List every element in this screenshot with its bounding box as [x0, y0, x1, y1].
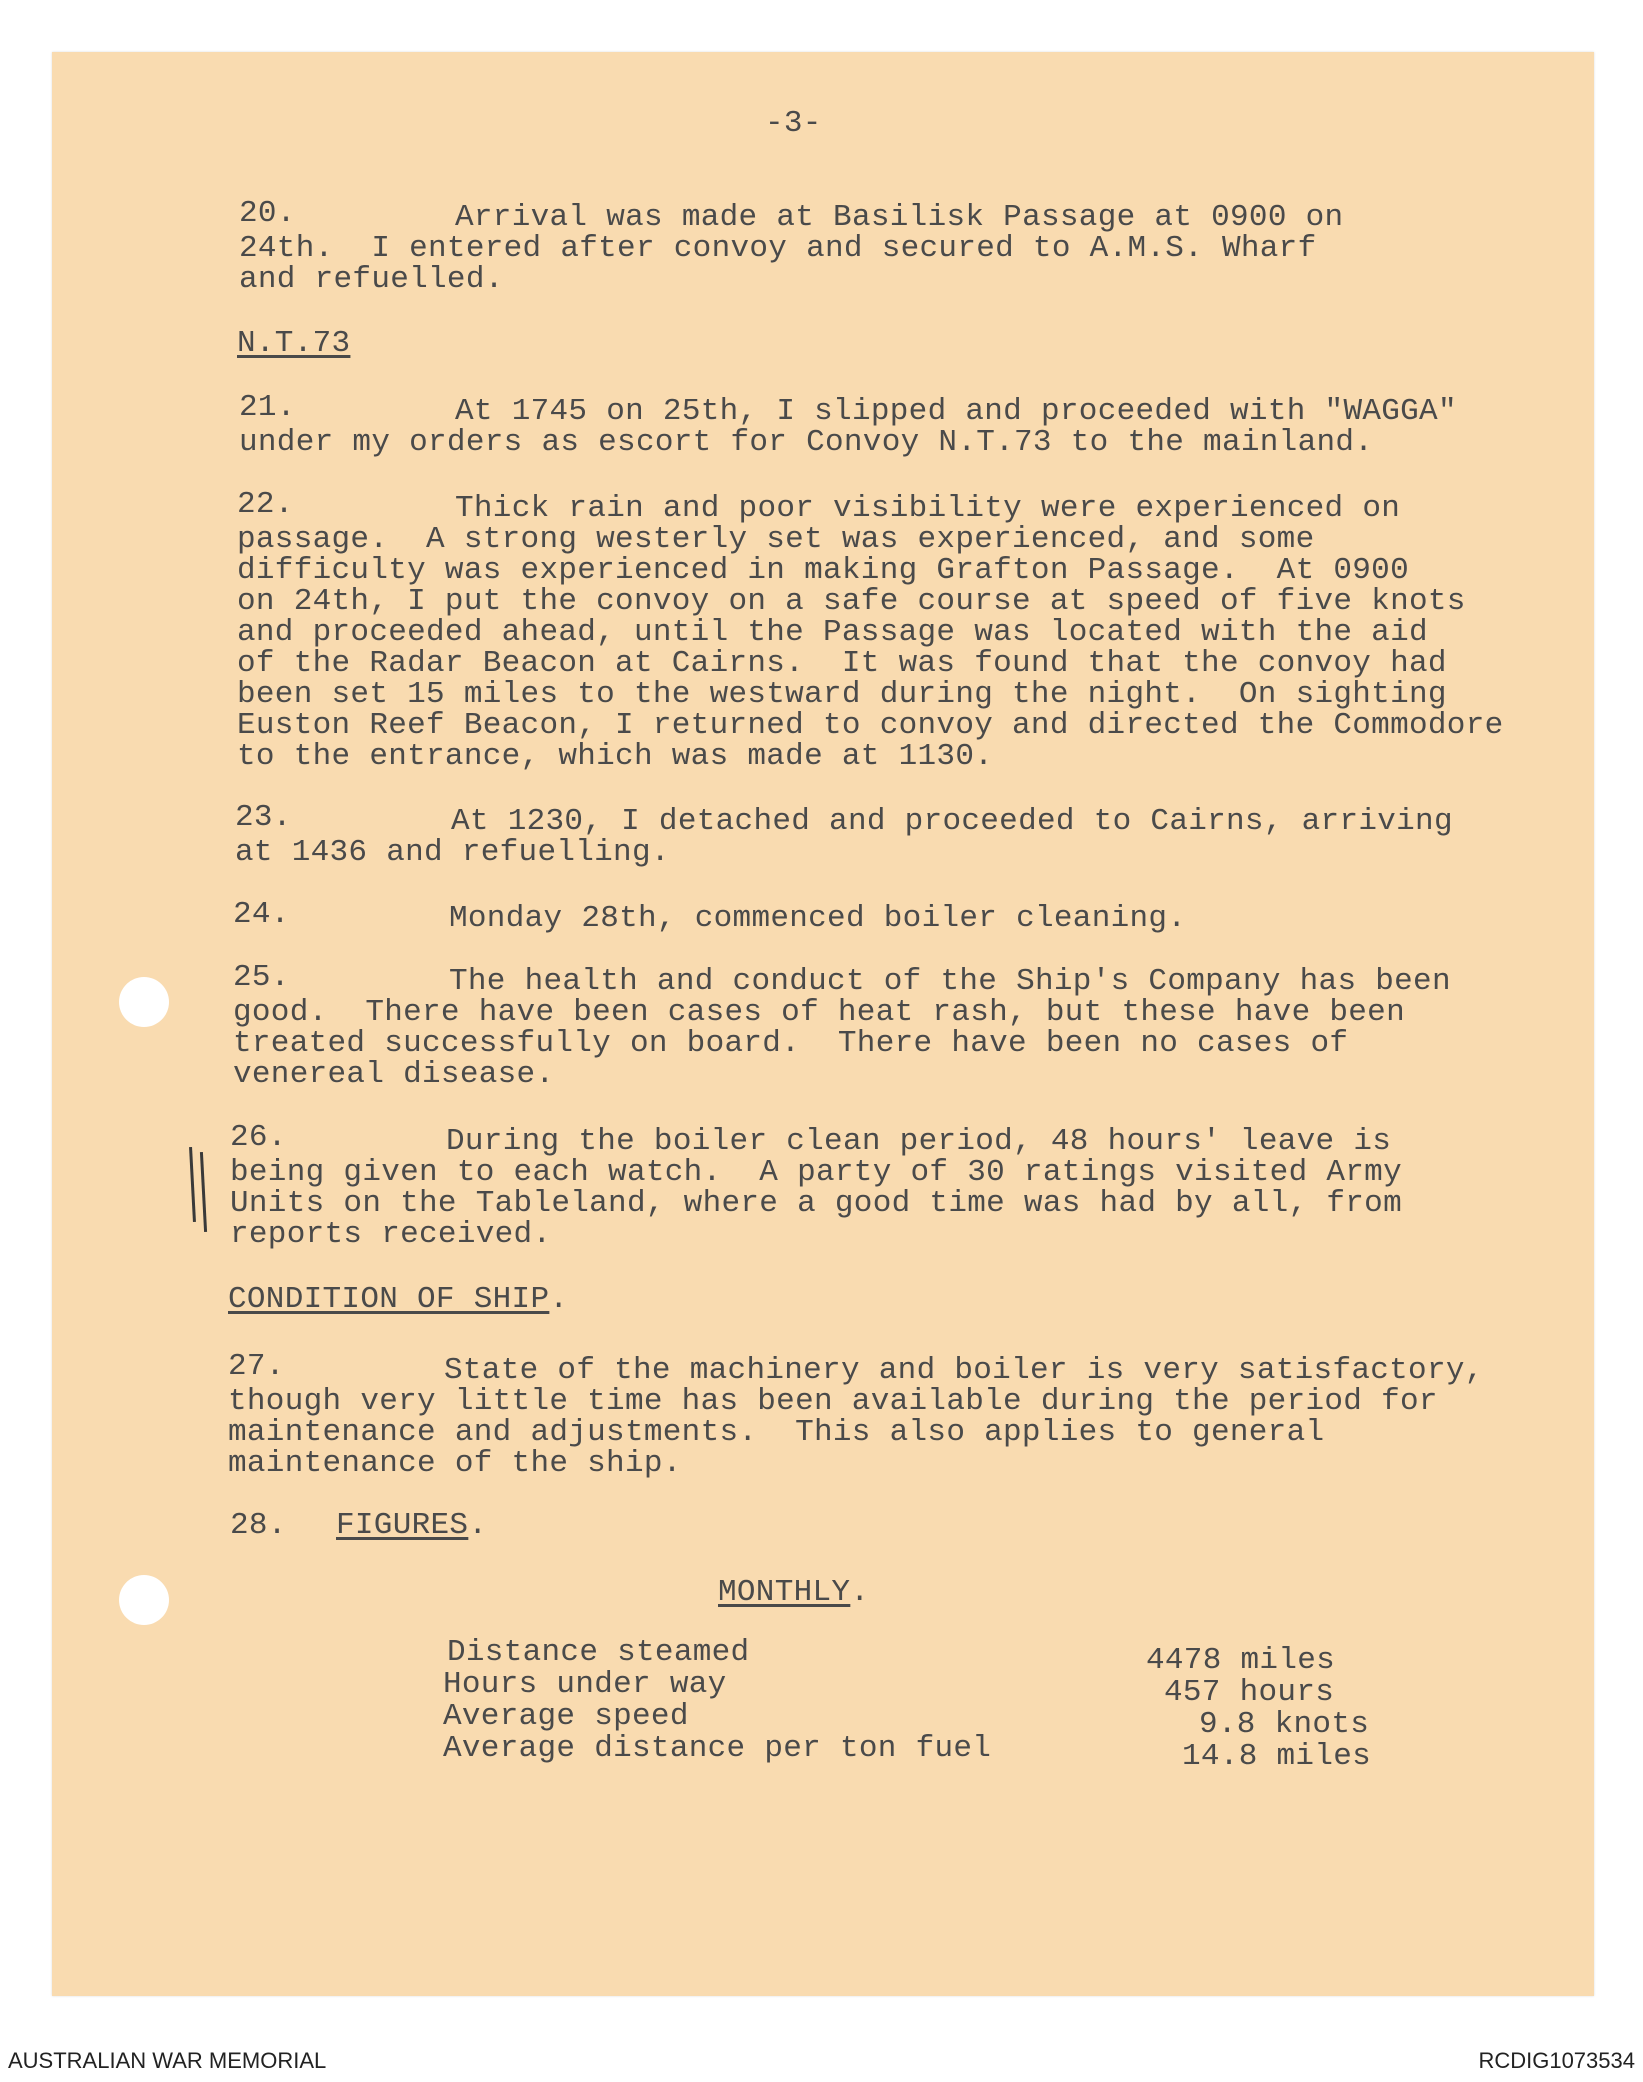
figure-label-speed: Average speed	[443, 1699, 689, 1734]
para-28-number: 28.	[230, 1508, 287, 1543]
margin-mark-left	[189, 1147, 196, 1222]
para-23-line-2: at 1436 and refuelling.	[235, 835, 670, 870]
figures-heading: FIGURES.	[336, 1508, 488, 1543]
figure-value-distance: 4478 miles	[1146, 1643, 1336, 1678]
para-21-line-2: under my orders as escort for Convoy N.T.73 to the mainland.	[239, 425, 1374, 460]
para-27-line-2: though very little time has been available during the period for	[228, 1384, 1438, 1419]
heading-condition-of-ship: CONDITION OF SHIP.	[228, 1282, 569, 1317]
figure-value-hours: 457 hours	[1164, 1675, 1335, 1710]
heading-condition-text: CONDITION OF SHIP	[228, 1282, 550, 1317]
para-25-line-3: treated successfully on board. There have been no cases of	[233, 1026, 1349, 1061]
para-25-line-1: The health and conduct of the Ship's Company has been	[449, 964, 1451, 999]
para-23-number: 23.	[235, 800, 292, 835]
para-20-line-3: and refuelled.	[239, 262, 504, 297]
para-22-line-7: been set 15 miles to the westward during the night. On sighting	[237, 677, 1447, 712]
figure-value-speed: 9.8 knots	[1199, 1707, 1370, 1742]
para-26-line-2: being given to each watch. A party of 30 ratings visited Army	[230, 1155, 1402, 1190]
para-20-line-1: Arrival was made at Basilisk Passage at 0900 on	[455, 200, 1344, 235]
para-20-line-2: 24th. I entered after convoy and secured to A.M.S. Wharf	[239, 231, 1317, 266]
para-22-line-8: Euston Reef Beacon, I returned to convoy and directed the Commodore	[237, 708, 1504, 743]
para-26-line-4: reports received.	[230, 1217, 552, 1252]
punch-hole-bottom	[119, 1575, 169, 1625]
para-22-line-1: Thick rain and poor visibility were experienced on	[455, 491, 1401, 526]
page-number: -3-	[765, 106, 822, 141]
figure-label-fuel: Average distance per ton fuel	[443, 1731, 992, 1766]
heading-nt73: N.T.73	[237, 326, 351, 361]
figure-label-hours: Hours under way	[443, 1667, 727, 1702]
punch-hole-top	[119, 977, 169, 1027]
para-21-line-1: At 1745 on 25th, I slipped and proceeded with "WAGGA"	[455, 394, 1457, 429]
monthly-heading: MONTHLY.	[718, 1575, 870, 1610]
para-26-line-3: Units on the Tableland, where a good time was had by all, from	[230, 1186, 1402, 1221]
para-26-number: 26.	[230, 1120, 287, 1155]
para-24-line-1: Monday 28th, commenced boiler cleaning.	[449, 901, 1187, 936]
monthly-heading-text: MONTHLY	[718, 1575, 851, 1610]
para-26-line-1: During the boiler clean period, 48 hours' leave is	[446, 1124, 1392, 1159]
para-25-line-2: good. There have been cases of heat rash, but these have been	[233, 995, 1405, 1030]
para-22-line-5: and proceeded ahead, until the Passage was located with the aid	[237, 615, 1428, 650]
para-24-number: 24.	[233, 897, 290, 932]
footer-archive-name: AUSTRALIAN WAR MEMORIAL	[8, 2048, 327, 2073]
para-21-number: 21.	[239, 390, 296, 425]
document-page	[52, 52, 1594, 1996]
para-22-line-4: on 24th, I put the convoy on a safe course at speed of five knots	[237, 584, 1466, 619]
figure-label-distance: Distance steamed	[447, 1635, 750, 1670]
para-27-line-3: maintenance and adjustments. This also applies to general	[228, 1415, 1325, 1450]
para-22-line-6: of the Radar Beacon at Cairns. It was found that the convoy had	[237, 646, 1447, 681]
para-27-number: 27.	[228, 1349, 285, 1384]
para-22-line-2: passage. A strong westerly set was experienced, and some	[237, 522, 1315, 557]
para-22-line-3: difficulty was experienced in making Grafton Passage. At 0900	[237, 553, 1409, 588]
para-27-line-1: State of the machinery and boiler is very satisfactory,	[444, 1353, 1484, 1388]
para-22-line-9: to the entrance, which was made at 1130.	[237, 739, 994, 774]
footer-record-id: RCDIG1073534	[1478, 2048, 1635, 2073]
figures-heading-text: FIGURES	[336, 1508, 469, 1543]
para-22-number: 22.	[237, 487, 294, 522]
para-23-line-1: At 1230, I detached and proceeded to Cairns, arriving	[451, 804, 1453, 839]
figure-value-fuel: 14.8 miles	[1182, 1739, 1372, 1774]
para-27-line-4: maintenance of the ship.	[228, 1446, 682, 1481]
para-20-number: 20.	[239, 196, 296, 231]
para-25-line-4: venereal disease.	[233, 1057, 555, 1092]
margin-mark-right	[200, 1152, 207, 1232]
para-25-number: 25.	[233, 960, 290, 995]
